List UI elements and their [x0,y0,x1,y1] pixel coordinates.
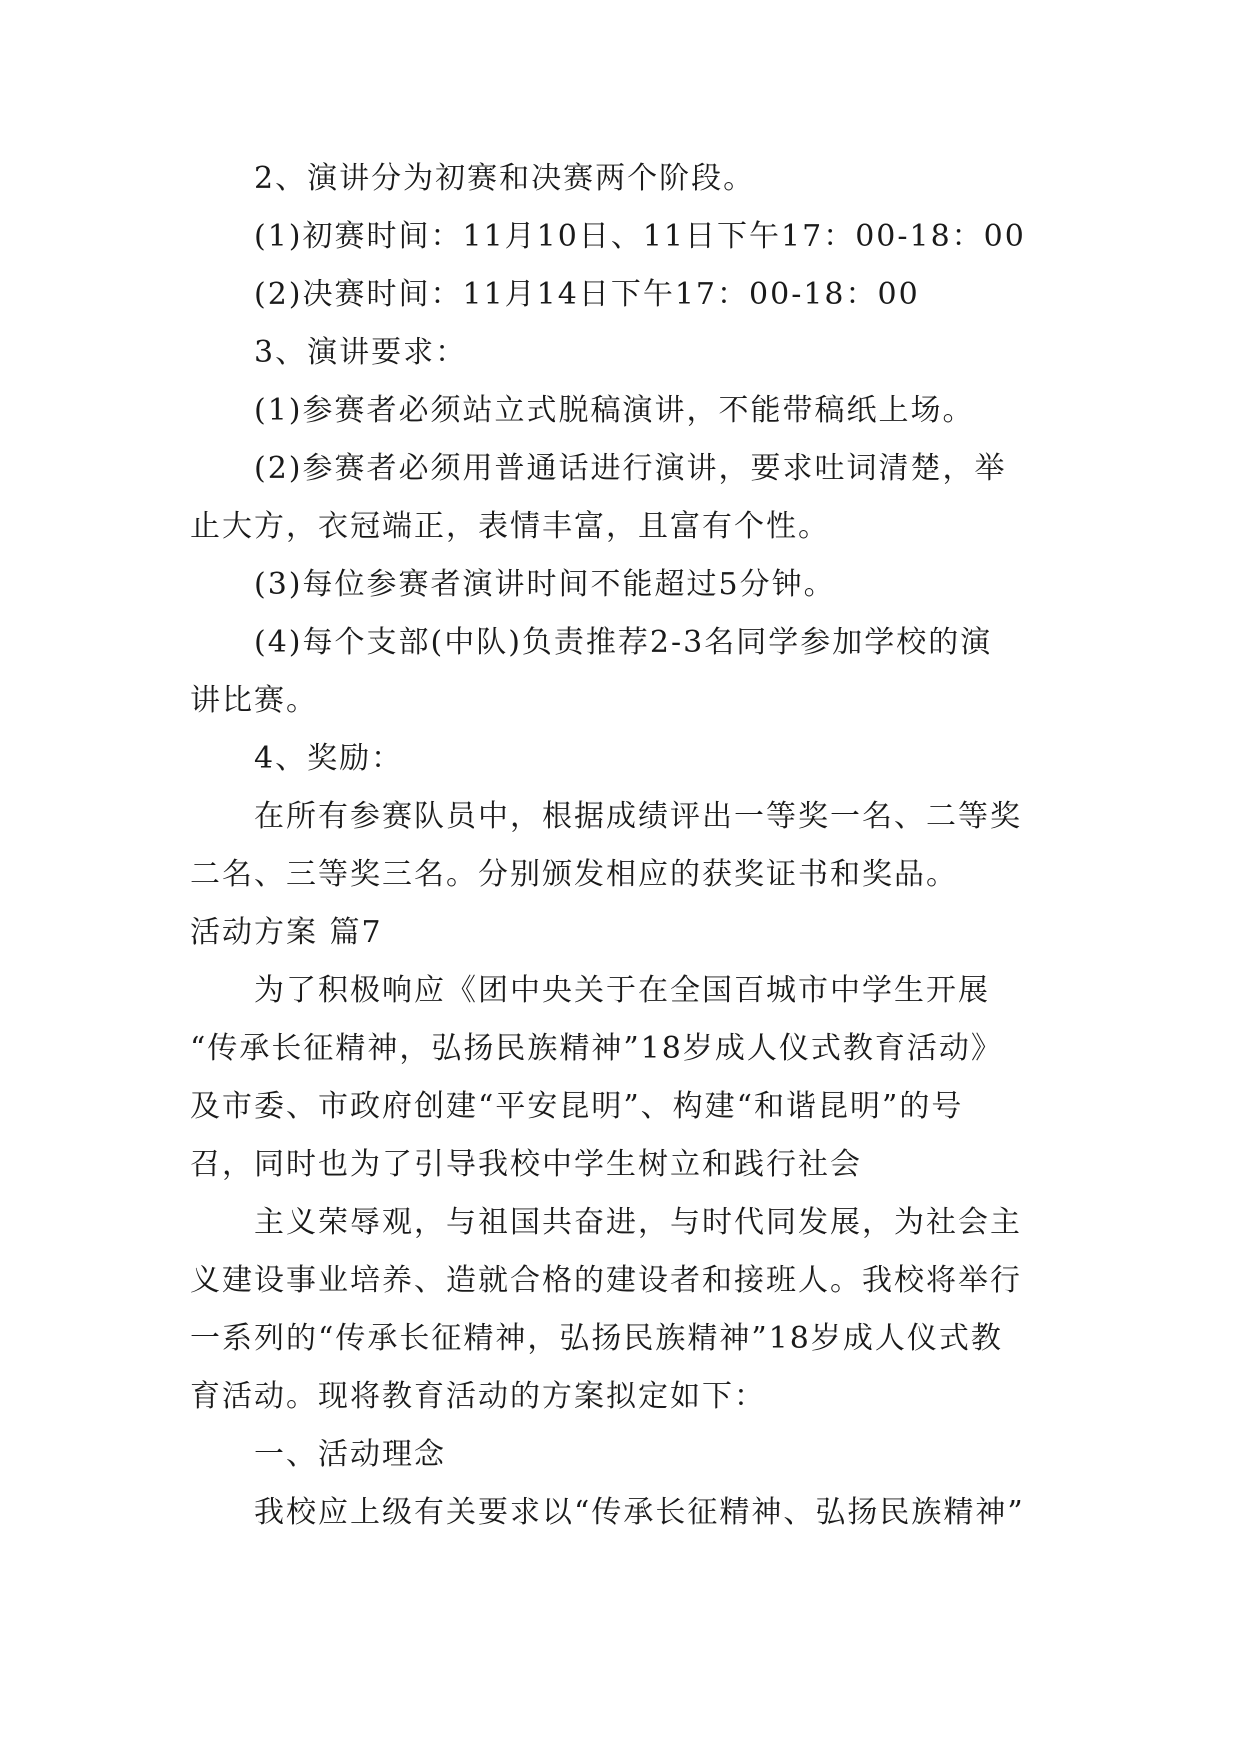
paragraph: 4、奖励： [254,741,404,776]
paragraph: (1)参赛者必须站立式脱稿演讲，不能带稿纸上场。 [254,393,975,428]
paragraph: 主义荣辱观，与祖国共奋进，与时代同发展，为社会主 义建设事业培养、造就合格的建设者和接班人。我校将举行 一系列的“传承长征精神，弘扬民族精神”18岁成人仪式教 育活动。现将教育活动的方案拟定如下： [190,1205,1022,1414]
paragraph: (2)参赛者必须用普通话进行演讲，要求吐词清楚，举 止大方，衣冠端正，表情丰富，且富有个性。 [190,451,1007,544]
paragraph: (1)初赛时间：11月10日、11日下午17：00-18：00 [254,219,1026,254]
section-heading: 活动方案 篇7 [190,915,383,950]
paragraph: 在所有参赛队员中，根据成绩评出一等奖一名、二等奖 二名、三等奖三名。分别颁发相应的获奖证书和奖品。 [190,799,1022,892]
paragraph: 为了积极响应《团中央关于在全国百城市中学生开展 “传承长征精神，弘扬民族精神”18岁成人仪式教育活动》 及市委、市政府创建“平安昆明”、构建“和谐昆明”的号 召，同时也为了引导我校中学生树立和践行社会 [190,973,1003,1182]
paragraph: (2)决赛时间：11月14日下午17：00-18：00 [254,277,920,312]
paragraph: 3、演讲要求： [254,335,468,370]
paragraph: 一、活动理念 [254,1437,446,1472]
paragraph: (4)每个支部(中队)负责推荐2-3名同学参加学校的演 讲比赛。 [190,625,993,718]
paragraph: (3)每位参赛者演讲时间不能超过5分钟。 [254,567,836,602]
document-body [190,150,1060,1542]
paragraph: 我校应上级有关要求以“传承长征精神、弘扬民族精神” [254,1495,1025,1530]
paragraph: 2、演讲分为初赛和决赛两个阶段。 [254,161,756,196]
